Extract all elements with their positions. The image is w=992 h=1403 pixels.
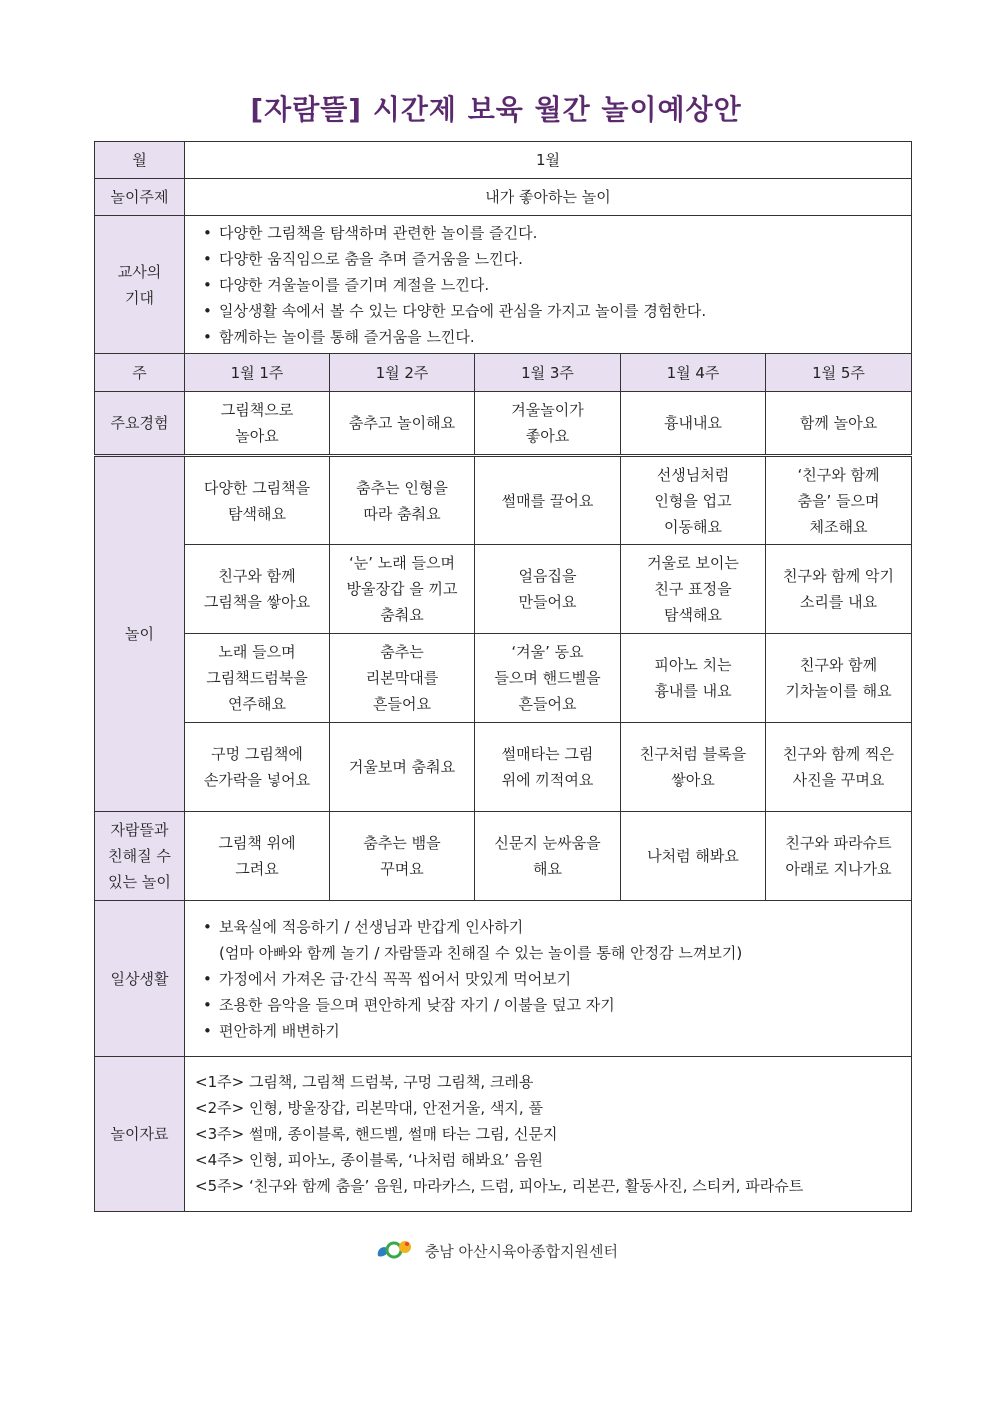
materials-item: <5주> ‘친구와 함께 춤을’ 음원, 마라카스, 드럼, 피아노, 리본끈, 활동사진, 스티커, 파라슈트	[195, 1177, 804, 1195]
play-cell: ‘친구와 함께 춤을’ 들으며 체조해요	[766, 456, 912, 545]
main-experience: 겨울놀이가 좋아요	[475, 392, 621, 456]
friend-play: 친구와 파라슈트 아래로 지나가요	[766, 812, 912, 901]
expectation-item: • 일상생활 속에서 볼 수 있는 다양한 모습에 관심을 가지고 놀이를 경험한다.	[219, 298, 907, 324]
theme-value: 내가 좋아하는 놀이	[185, 179, 912, 216]
play-cell: 다양한 그림책을 탐색해요	[185, 456, 330, 545]
daily-item: • 보육실에 적응하기 / 선생님과 반갑게 인사하기	[219, 914, 907, 940]
materials-item: <3주> 썰매, 종이블록, 핸드벨, 썰매 타는 그림, 신문지	[195, 1125, 558, 1143]
footer	[0, 1238, 992, 1266]
play-label: 놀이	[95, 456, 185, 812]
week-label: 주	[95, 354, 185, 392]
play-cell: 썰매를 끌어요	[475, 456, 621, 545]
materials-cell	[185, 1057, 912, 1212]
play-cell: 친구와 함께 그림책을 쌓아요	[185, 545, 330, 634]
play-cell: 피아노 치는 흉내를 내요	[621, 634, 766, 723]
week-header: 1월 1주	[185, 354, 330, 392]
main-label: 주요경험	[95, 392, 185, 456]
expectation-item: • 다양한 그림책을 탐색하며 관련한 놀이를 즐긴다.	[219, 220, 907, 246]
theme-label: 놀이주제	[95, 179, 185, 216]
expectation-item: • 다양한 움직임으로 춤을 추며 즐거움을 느낀다.	[219, 246, 907, 272]
main-experience: 그림책으로 놀아요	[185, 392, 330, 456]
main-experience: 흉내내요	[621, 392, 766, 456]
play-cell: 친구와 함께 악기 소리를 내요	[766, 545, 912, 634]
friend-play: 신문지 눈싸움을 해요	[475, 812, 621, 901]
friend-play: 그림책 위에 그려요	[185, 812, 330, 901]
page-title: [자람뜰] 시간제 보육 월간 놀이예상안	[250, 93, 742, 126]
daily-item: • 편안하게 배변하기	[219, 1018, 907, 1044]
play-cell: 친구처럼 블록을 쌓아요	[621, 723, 766, 812]
week-header: 1월 4주	[621, 354, 766, 392]
play-cell: 선생님처럼 인형을 업고 이동해요	[621, 456, 766, 545]
play-cell: 친구와 함께 기차놀이를 해요	[766, 634, 912, 723]
main-experience: 함께 놀아요	[766, 392, 912, 456]
play-cell: 춤추는 인형을 따라 춤춰요	[330, 456, 475, 545]
play-cell: ‘겨울’ 동요 들으며 핸드벨을 흔들어요	[475, 634, 621, 723]
week-header: 1월 2주	[330, 354, 475, 392]
expectation-item: • 함께하는 놀이를 통해 즐거움을 느낀다.	[219, 324, 907, 350]
materials-item: <4주> 인형, 피아노, 종이블록, ‘나처럼 해봐요’ 음원	[195, 1151, 543, 1169]
friend-label: 자람뜰과 친해질 수 있는 놀이	[95, 812, 185, 901]
play-cell: 노래 들으며 그림책드럼북을 연주해요	[185, 634, 330, 723]
expectation-item: • 다양한 겨울놀이를 즐기며 계절을 느낀다.	[219, 272, 907, 298]
play-cell: 썰매타는 그림 위에 끼적여요	[475, 723, 621, 812]
play-cell: 얼음집을 만들어요	[475, 545, 621, 634]
play-cell: 친구와 함께 찍은 사진을 꾸며요	[766, 723, 912, 812]
daily-item: • 가정에서 가져온 급·간식 꼭꼭 씹어서 맛있게 먹어보기	[219, 966, 907, 992]
month-value: 1월	[185, 142, 912, 179]
month-label: 월	[95, 142, 185, 179]
center-logo-icon	[374, 1238, 414, 1266]
play-cell: 거울보며 춤춰요	[330, 723, 475, 812]
friend-play: 춤추는 뱀을 꾸며요	[330, 812, 475, 901]
materials-item: <2주> 인형, 방울장갑, 리본막대, 안전거울, 색지, 풀	[195, 1099, 543, 1117]
daily-cell	[185, 901, 912, 1057]
play-cell: ‘눈’ 노래 들으며 방울장갑 을 끼고 춤춰요	[330, 545, 475, 634]
footer-text: 충남 아산시육아종합지원센터	[424, 1242, 618, 1261]
plan-table	[94, 141, 912, 1212]
play-cell: 거울로 보이는 친구 표정을 탐색해요	[621, 545, 766, 634]
week-header: 1월 3주	[475, 354, 621, 392]
week-header: 1월 5주	[766, 354, 912, 392]
materials-item: <1주> 그림책, 그림책 드럼북, 구멍 그림책, 크레용	[195, 1073, 534, 1091]
play-cell: 구멍 그림책에 손가락을 넣어요	[185, 723, 330, 812]
materials-label: 놀이자료	[95, 1057, 185, 1212]
daily-label: 일상생활	[95, 901, 185, 1057]
daily-item: • 조용한 음악을 들으며 편안하게 낮잠 자기 / 이불을 덮고 자기	[219, 992, 907, 1018]
expect-label: 교사의 기대	[95, 216, 185, 354]
friend-play: 나처럼 해봐요	[621, 812, 766, 901]
main-experience: 춤추고 놀이해요	[330, 392, 475, 456]
daily-item: (엄마 아빠와 함께 놀기 / 자람뜰과 친해질 수 있는 놀이를 통해 안정감 느껴보기)	[219, 943, 743, 962]
expectations-cell	[185, 216, 912, 354]
play-cell: 춤추는 리본막대를 흔들어요	[330, 634, 475, 723]
